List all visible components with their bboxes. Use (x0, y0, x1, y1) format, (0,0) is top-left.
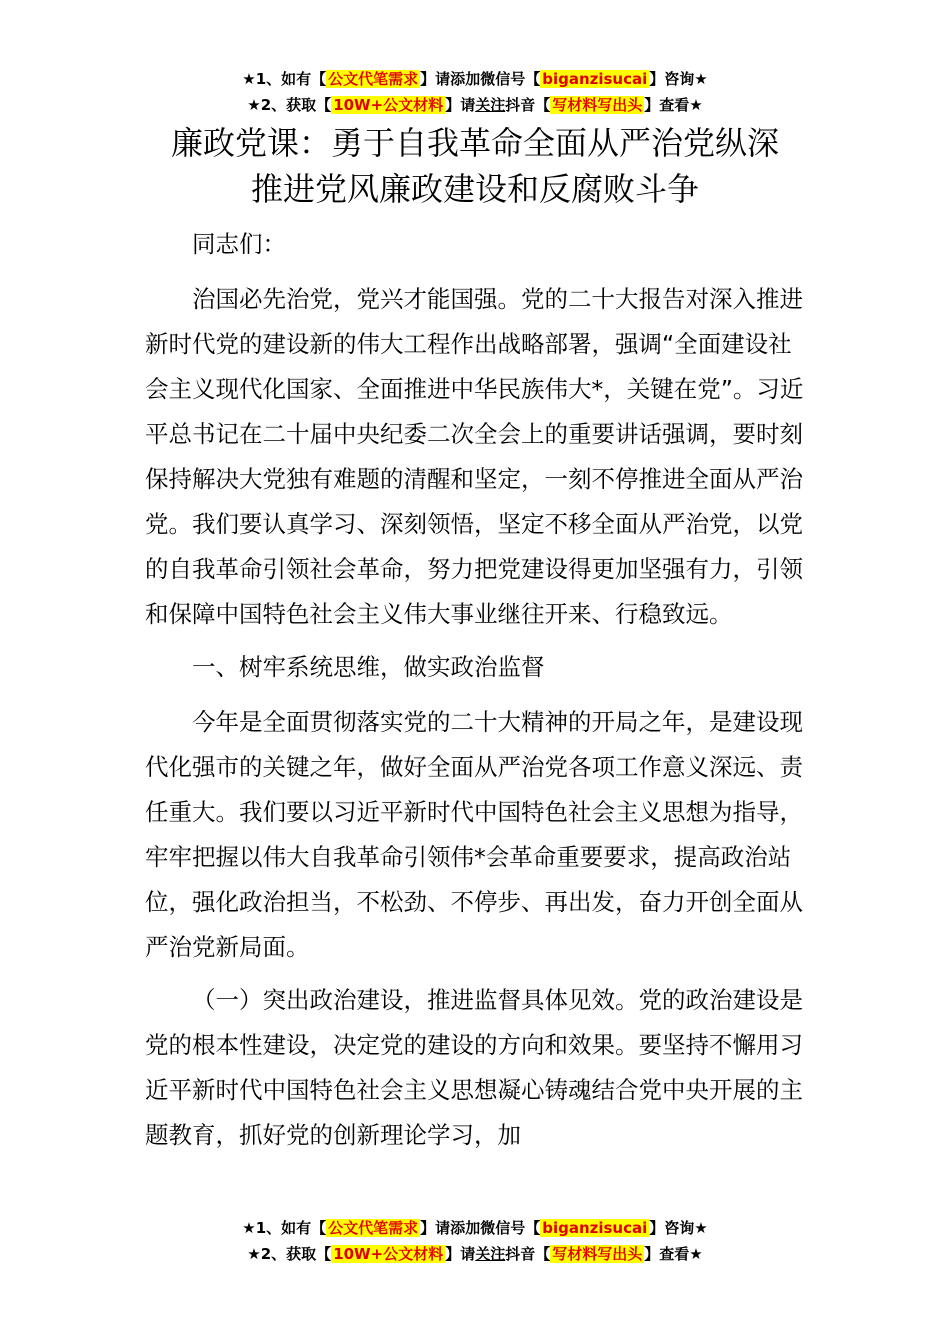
paragraph: 治国必先治党，党兴才能国强。党的二十大报告对深入推进新时代党的建设新的伟大工程作出战略部署，强调“全面建设社会主义现代化国家、全面推进中华民族伟大*，关键在党”。习近平总书记在二十届中央纪委二次全会上的重要讲话强调，要时刻保持解决大党独有难题的清醒和坚定，一刻不停推进全面从严治党。我们要认真学习、深刻领悟，坚定不移全面从严治党，以党的自我革命引领社会革命，努力把党建设得更加坚强有力，引领和保障中国特色社会主义伟大事业继往开来、行稳致远。 (145, 285, 804, 628)
highlight-service: 公文代笔需求 (328, 1219, 419, 1237)
banner-line-2: ★2、获取【 10W+公文材料 】请关注抖音【 写材料写出头 】查看★ (247, 1245, 703, 1263)
highlight-douyin: 写材料写出头 (552, 96, 643, 114)
title-line-2: 推进党风廉政建设和反腐败斗争 (250, 170, 699, 208)
highlight-materials: 10W+公文材料 (333, 96, 444, 114)
section-heading: 一、树牢系统思维，做实政治监督 (192, 653, 545, 681)
title-line-1: 廉政党课：勇于自我革命全面从严治党纵深 (170, 124, 779, 162)
paragraph: （一）突出政治建设，推进监督具体见效。党的政治建设是党的根本性建设，决定党的建设的方向和效果。要坚持不懈用习近平新时代中国特色社会主义思想凝心铸魂结合党中央开展的主题教育，抓好党的创新理论学习，加 (145, 986, 803, 1149)
document-title (100, 120, 850, 212)
banner-line-2: ★2、获取【 10W+公文材料 】请关注抖音【 写材料写出头 】查看★ (247, 96, 703, 114)
footer-banner (0, 1215, 950, 1267)
highlight-douyin: 写材料写出头 (552, 1245, 643, 1263)
paragraph: 今年是全面贯彻落实党的二十大精神的开局之年，是建设现代化强市的关键之年，做好全面从严治党各项工作意义深远、责任重大。我们要以习近平新时代中国特色社会主义思想为指导，牢牢把握以伟大自我革命引领伟*会革命重要要求，提高政治站位，强化政治担当，不松劲、不停步、再出发，奋力开创全面从严治党新局面。 (145, 708, 803, 961)
highlight-materials: 10W+公文材料 (333, 1245, 444, 1263)
highlight-wechat-id: biganzisucai (542, 70, 648, 88)
banner-line-1: ★1、如有【 公文代笔需求 】请添加微信号【 biganzisucai 】咨询★ (242, 1219, 708, 1237)
document-body (145, 222, 815, 1166)
highlight-wechat-id: biganzisucai (542, 1219, 648, 1237)
header-banner (0, 66, 950, 118)
highlight-service: 公文代笔需求 (328, 70, 419, 88)
salutation: 同志们： (192, 230, 286, 258)
banner-line-1: ★1、如有【 公文代笔需求 】请添加微信号【 biganzisucai 】咨询★ (242, 70, 708, 88)
